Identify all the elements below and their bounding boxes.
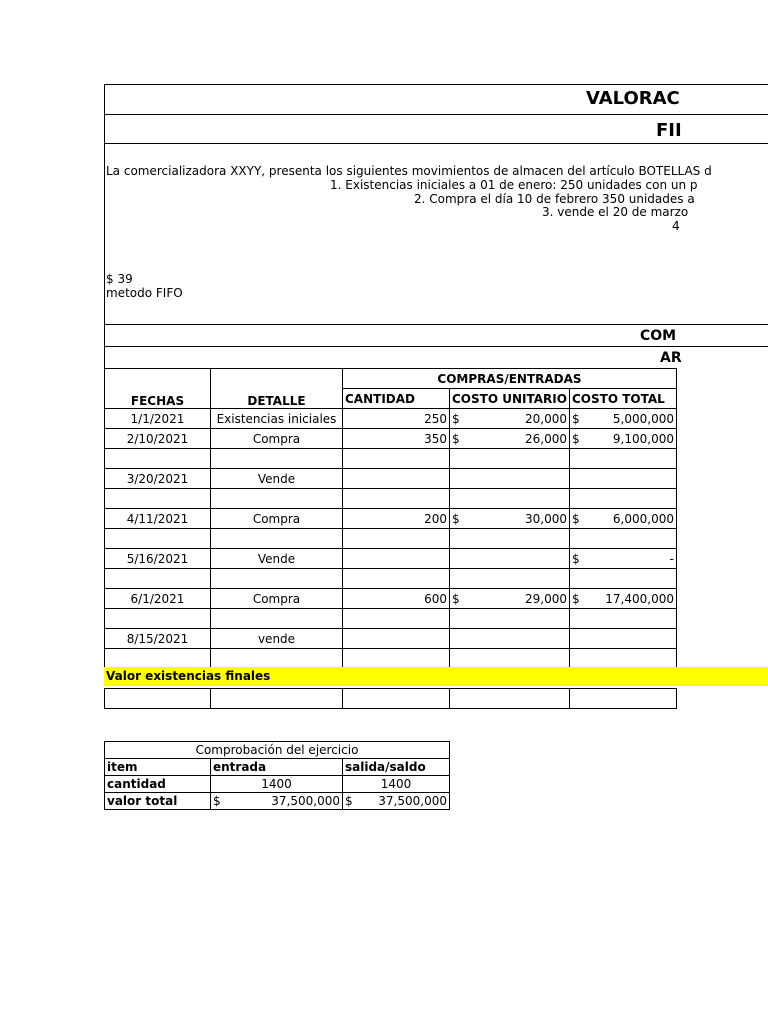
col-header-costo-total: COSTO TOTAL [570, 389, 677, 409]
section-title: COM [640, 328, 677, 344]
currency-symbol: $ [452, 511, 460, 526]
cell-fecha [105, 489, 211, 509]
cell-detalle: Compra [211, 429, 343, 449]
method-note: metodo FIFO [106, 286, 183, 300]
table-row [105, 409, 677, 429]
cell-costo-total [570, 609, 677, 629]
movements-table [104, 368, 677, 709]
cell-fecha [105, 529, 211, 549]
cell-costo-unitario [450, 469, 570, 489]
currency-symbol: $ [572, 511, 580, 526]
cell-fecha [105, 609, 211, 629]
statement-intro: La comercializadora XXYY, presenta los siguientes movimientos de almacen del artículo BOTELLAS d [106, 164, 712, 178]
cell-costo-unitario [450, 609, 570, 629]
cell-fecha [105, 449, 211, 469]
table-row [105, 569, 677, 589]
cell-fecha: 3/20/2021 [105, 469, 211, 489]
cell-cantidad [343, 569, 450, 589]
check-total-entrada [211, 793, 343, 810]
cell-costo-unitario [450, 529, 570, 549]
cell-costo-total [570, 629, 677, 649]
empty-cell [343, 689, 450, 709]
check-header-item: item [105, 759, 211, 776]
table-row [105, 449, 677, 469]
cell-cantidad: 250 [343, 409, 450, 429]
currency-symbol: $ [452, 411, 460, 426]
statement-item-1: 1. Existencias iniciales a 01 de enero: 250 unidades con un p [330, 178, 698, 192]
total-cost-value: 6,000,000 [612, 511, 674, 526]
col-header-detalle: DETALLE [211, 369, 343, 409]
group-header: COMPRAS/ENTRADAS [343, 369, 677, 389]
unit-cost-value: 29,000 [525, 591, 567, 606]
divider [104, 324, 105, 368]
check-header-salida: salida/saldo [343, 759, 450, 776]
price-note: $ 39 [106, 272, 133, 286]
table-row [105, 629, 677, 649]
currency-symbol: $ [572, 411, 580, 426]
cell-costo-unitario [450, 489, 570, 509]
cell-cantidad: 600 [343, 589, 450, 609]
table-row [105, 549, 677, 569]
cell-costo-unitario [450, 549, 570, 569]
statement-item-2: 2. Compra el día 10 de febrero 350 unidades a [414, 192, 695, 206]
sheet-title: VALORAC [586, 88, 680, 109]
total-cost-value: 5,000,000 [612, 411, 674, 426]
cell-fecha [105, 649, 211, 669]
cell-cantidad: 200 [343, 509, 450, 529]
check-qty-salida: 1400 [343, 776, 450, 793]
empty-cell [105, 689, 211, 709]
final-value-label: Valor existencias finales [106, 669, 271, 683]
cell-costo-total [570, 589, 677, 609]
check-total-salida [343, 793, 450, 810]
cell-fecha: 2/10/2021 [105, 429, 211, 449]
statement-item-4: 4 [672, 219, 680, 233]
cell-costo-total [570, 489, 677, 509]
table-row [105, 509, 677, 529]
cell-detalle [211, 609, 343, 629]
cell-detalle [211, 489, 343, 509]
cell-costo-unitario [450, 589, 570, 609]
divider [104, 143, 768, 144]
cell-cantidad [343, 449, 450, 469]
cell-fecha: 6/1/2021 [105, 589, 211, 609]
cell-cantidad [343, 629, 450, 649]
total-cost-value: 17,400,000 [605, 591, 674, 606]
statement-item-3: 3. vende el 20 de marzo [542, 205, 689, 219]
check-table [104, 741, 450, 810]
cell-fecha: 8/15/2021 [105, 629, 211, 649]
cell-costo-total [570, 429, 677, 449]
check-qty-label: cantidad [105, 776, 211, 793]
cell-detalle [211, 569, 343, 589]
cell-costo-unitario [450, 649, 570, 669]
empty-cell [211, 689, 343, 709]
cell-costo-total [570, 469, 677, 489]
cell-costo-unitario [450, 629, 570, 649]
cell-cantidad: 350 [343, 429, 450, 449]
cell-cantidad [343, 609, 450, 629]
cell-cantidad [343, 489, 450, 509]
currency-symbol: $ [572, 431, 580, 446]
cell-cantidad [343, 469, 450, 489]
total-cost-value: - [669, 551, 674, 566]
currency-symbol: $ [452, 431, 460, 446]
table-row [105, 609, 677, 629]
cell-detalle [211, 529, 343, 549]
cell-costo-unitario [450, 409, 570, 429]
check-qty-entrada: 1400 [211, 776, 343, 793]
cell-detalle [211, 649, 343, 669]
cell-fecha: 1/1/2021 [105, 409, 211, 429]
divider [104, 324, 768, 325]
col-header-cantidad: CANTIDAD [343, 389, 450, 409]
table-row [105, 529, 677, 549]
currency-symbol: $ [345, 794, 353, 808]
currency-symbol: $ [572, 591, 580, 606]
cell-detalle: Compra [211, 589, 343, 609]
cell-costo-total [570, 549, 677, 569]
unit-cost-value: 20,000 [525, 411, 567, 426]
cell-costo-total [570, 409, 677, 429]
cell-detalle [211, 449, 343, 469]
empty-cell [570, 689, 677, 709]
cell-costo-total [570, 569, 677, 589]
cell-costo-total [570, 449, 677, 469]
cell-detalle: vende [211, 629, 343, 649]
table-row [105, 429, 677, 449]
check-total-label: valor total [105, 793, 211, 810]
cell-costo-total [570, 529, 677, 549]
table-row [105, 589, 677, 609]
divider [104, 346, 768, 347]
cell-costo-unitario [450, 569, 570, 589]
table-row [105, 689, 677, 709]
cell-fecha: 4/11/2021 [105, 509, 211, 529]
check-title: Comprobación del ejercicio [105, 742, 450, 759]
divider [104, 114, 768, 115]
cell-fecha: 5/16/2021 [105, 549, 211, 569]
sheet-subtitle: FII [656, 120, 682, 141]
cell-cantidad [343, 529, 450, 549]
currency-symbol: $ [452, 591, 460, 606]
col-header-fechas: FECHAS [105, 369, 211, 409]
empty-cell [450, 689, 570, 709]
table-row [105, 469, 677, 489]
cell-costo-total [570, 509, 677, 529]
currency-symbol: $ [572, 551, 580, 566]
cell-costo-total [570, 649, 677, 669]
cell-detalle: Vende [211, 469, 343, 489]
cell-detalle: Vende [211, 549, 343, 569]
check-header-entrada: entrada [211, 759, 343, 776]
check-total-salida-value: 37,500,000 [378, 794, 447, 808]
cell-detalle: Existencias iniciales [211, 409, 343, 429]
cell-cantidad [343, 549, 450, 569]
table-row [105, 489, 677, 509]
check-total-entrada-value: 37,500,000 [271, 794, 340, 808]
table-row [105, 649, 677, 669]
cell-costo-unitario [450, 509, 570, 529]
cell-fecha [105, 569, 211, 589]
col-header-costo-unitario: COSTO UNITARIO [450, 389, 570, 409]
cell-costo-unitario [450, 429, 570, 449]
currency-symbol: $ [213, 794, 221, 808]
section-subtitle: AR [660, 350, 682, 366]
unit-cost-value: 26,000 [525, 431, 567, 446]
cell-cantidad [343, 649, 450, 669]
total-cost-value: 9,100,000 [612, 431, 674, 446]
cell-costo-unitario [450, 449, 570, 469]
cell-detalle: Compra [211, 509, 343, 529]
unit-cost-value: 30,000 [525, 511, 567, 526]
